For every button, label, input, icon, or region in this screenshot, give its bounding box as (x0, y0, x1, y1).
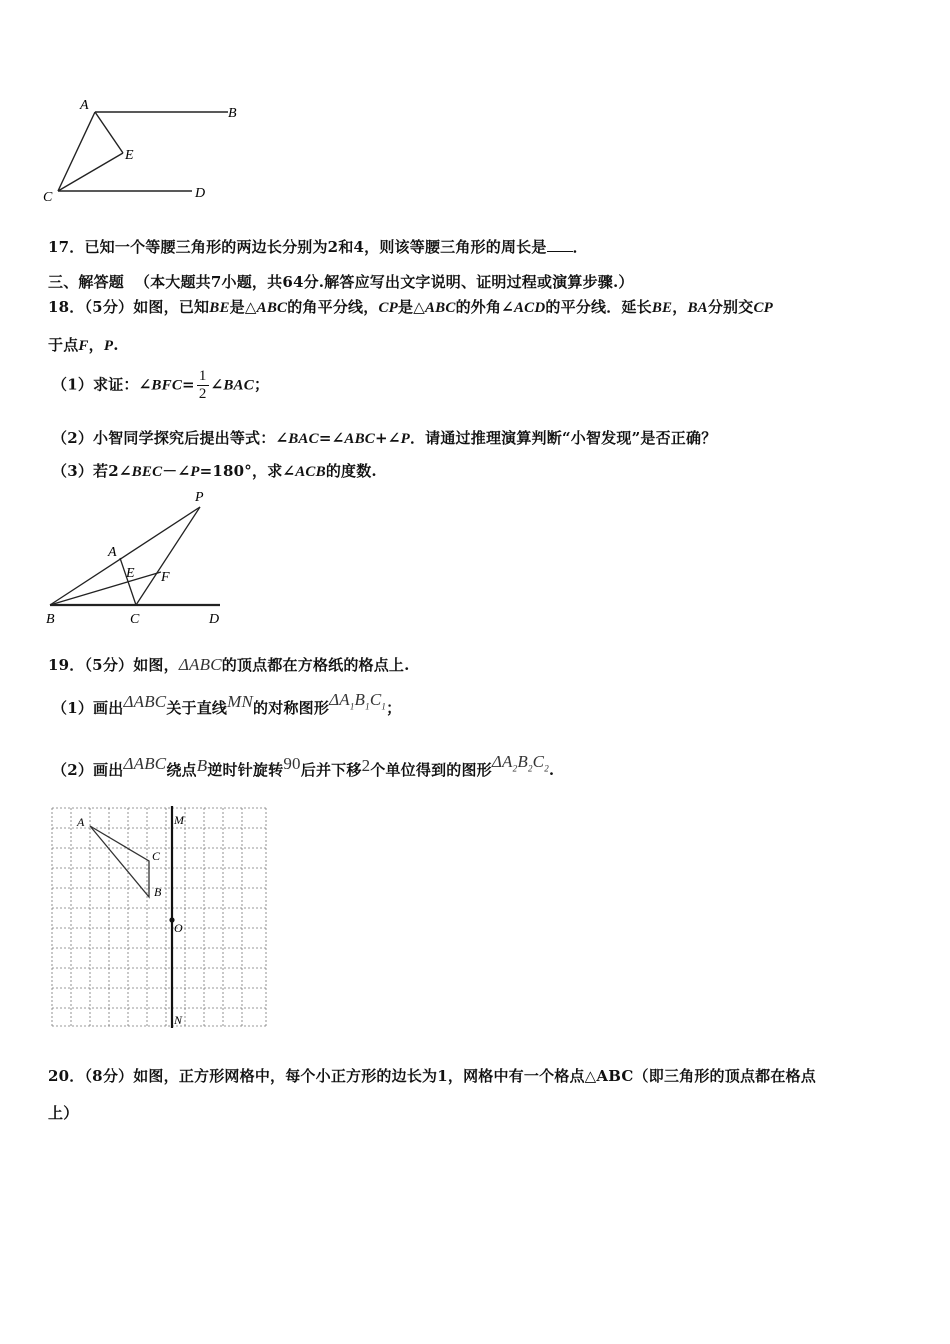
q19-p2-end: . (548, 761, 555, 779)
q18-cp2: CP (753, 300, 774, 316)
label-b: B (154, 885, 162, 899)
q19-p1-result-c: C (369, 690, 382, 709)
q18-score: （5分） (84, 298, 134, 316)
label-c: C (152, 849, 161, 863)
q18-abc2: ABC (424, 300, 456, 316)
q18-comma: ， (672, 298, 688, 316)
q19-p2-2: 2 (361, 756, 371, 775)
q19-p1-result (329, 690, 387, 712)
q17-end: ． (572, 238, 588, 256)
q18-p2-rest: ．请通过推理演算判断“小智发现”是否正确？ (409, 429, 717, 447)
label-e: E (126, 566, 135, 581)
q18-be: BE (209, 300, 230, 316)
q17-number: 17． (48, 238, 85, 256)
figure-parallel-lines (40, 95, 250, 210)
q19-p2-sub2: 2 (527, 763, 533, 774)
q18-p: P (103, 338, 114, 354)
q19-p2-result-c: C (532, 752, 545, 771)
q19-tri: ΔABC (178, 655, 222, 674)
q20-number: 20． (48, 1067, 85, 1085)
q18-abc: ABC (256, 300, 288, 316)
q18-p1-den: 2 (198, 386, 207, 402)
q18-p3-end: 的度数. (325, 462, 377, 480)
question-19-line1 (48, 654, 410, 675)
question-20-line1 (48, 1065, 816, 1086)
segment-bf (50, 572, 161, 605)
q19-p1-sub1: 1 (349, 701, 355, 712)
q18-line2-c: . (113, 336, 119, 354)
q18-p1-angle2: ∠ (210, 375, 224, 394)
q18-p2-plus: +∠ (375, 429, 401, 447)
q18-p1-angle1: ∠ (138, 375, 152, 394)
q19-p2-units: 个单位得到的图形 (370, 761, 492, 779)
q18-p2-abc: ABC (344, 431, 376, 447)
question-20-line2 (48, 1102, 78, 1123)
q18-is-tri2: 是△ (398, 298, 425, 316)
q18-angle-bisector: 的角平分线， (287, 298, 379, 316)
triangle-abc (90, 826, 149, 897)
label-o: O (174, 921, 183, 935)
section-3-title: 三、解答题 (48, 273, 125, 291)
question-17 (48, 236, 588, 257)
q17-answer-blank (547, 239, 573, 252)
segment-bp (50, 507, 200, 605)
q18-f: F (78, 338, 89, 354)
label-a: A (80, 98, 89, 113)
q18-line2-b: ， (88, 336, 104, 354)
q17-text: 已知一个等腰三角形的两边长分别为2和4，则该等腰三角形的周长是 (84, 238, 547, 256)
label-f: F (161, 570, 170, 585)
q18-p2-eq: =∠ (318, 429, 345, 447)
q19-score: （5分） (84, 656, 134, 674)
segment-ae (95, 112, 123, 153)
label-d: D (209, 612, 220, 627)
q19-p1-tri: ΔABC (123, 692, 167, 711)
q19-p2-move: 后并下移 (300, 761, 362, 779)
q19-p2-label: （2）画出 (52, 761, 124, 779)
q18-p2-label: （2）小智同学探究后提出等式：∠ (52, 429, 289, 447)
q18-p1-end: ； (253, 375, 270, 394)
q18-acd: ACD (513, 300, 546, 316)
label-a: A (108, 545, 117, 560)
label-c: C (130, 612, 140, 627)
label-e: E (125, 148, 134, 163)
q19-number: 19． (48, 656, 85, 674)
section-3-note: （本大题共7小题，共64分.解答应写出文字说明、证明过程或演算步骤.） (134, 273, 634, 291)
q19-p1-sub3: 1 (381, 701, 387, 712)
q19-p2-sub1: 2 (512, 763, 518, 774)
segment-cp (136, 507, 200, 605)
q19-p2-90: 90 (283, 754, 301, 773)
q18-ba: BA (687, 300, 708, 316)
q18-number: 18． (48, 298, 85, 316)
q18-is-tri: 是△ (229, 298, 257, 316)
q19-p1-mid: 关于直线 (166, 699, 228, 717)
segment-ac (58, 112, 95, 191)
q18-p1-label: （1）求证： (52, 375, 139, 394)
q19-p1-end: ； (386, 699, 402, 717)
q19-p2-result (491, 752, 549, 774)
q19-p1-label: （1）画出 (52, 699, 124, 717)
q19-intro: 如图， (133, 656, 179, 674)
q18-p1-bfc: BFC (151, 377, 183, 394)
q18-p3-bec: BEC (131, 464, 163, 480)
q18-be2: BE (651, 300, 673, 316)
q18-cp: CP (378, 300, 399, 316)
question-18-line1 (48, 296, 773, 317)
q18-intro: 如图，已知 (133, 298, 210, 316)
q18-p3-val: =180°，求∠ (199, 462, 296, 480)
q20-text: 如图，正方形网格中，每个小正方形的边长为1，网格中有一个格点△ABC（即三角形的顶点都在格点 (133, 1067, 816, 1085)
question-18-part1 (52, 368, 269, 403)
figure-q19-grid (50, 806, 272, 1030)
question-18-part3 (52, 460, 377, 481)
grid-lines (52, 808, 266, 1026)
q19-p2-rot: 逆时针旋转 (207, 761, 284, 779)
q20-score: （8分） (84, 1067, 134, 1085)
label-m: M (174, 813, 184, 827)
q19-p1-mid2: 的对称图形 (253, 699, 330, 717)
label-c: C (43, 190, 53, 205)
question-19-part1 (52, 690, 402, 719)
q19-p2-result-a: ΔA (491, 752, 513, 771)
q19-p2-b: B (196, 756, 208, 775)
label-d: D (195, 186, 206, 201)
label-n: N (174, 1013, 183, 1027)
q19-p1-sub2: 1 (365, 701, 370, 712)
q19-p2-tri: ΔABC (123, 754, 167, 773)
q18-p1-bac: BAC (223, 377, 254, 394)
question-18-line2 (48, 334, 119, 355)
fraction-one-half (197, 368, 209, 403)
q18-intersect: 分别交 (707, 298, 754, 316)
q18-p1-num: 1 (198, 368, 207, 384)
label-b: B (228, 106, 237, 121)
q18-p1-eq: = (182, 375, 195, 394)
q19-p2-result-b: B (517, 752, 528, 771)
label-b: B (46, 612, 55, 627)
q18-bisector-end: 的平分线．延长 (545, 298, 652, 316)
q19-p2-mid: 绕点 (166, 761, 197, 779)
q18-p3-p: P (190, 464, 200, 480)
q18-p2-p: P (400, 431, 410, 447)
figure-q18-triangle (40, 485, 240, 630)
q18-p3-label: （3）若2∠ (52, 462, 132, 480)
q18-line2-a: 于点 (48, 336, 79, 354)
q19-intro-end: 的顶点都在方格纸的格点上. (221, 656, 410, 674)
segment-ce (58, 153, 123, 191)
q19-p1-result-a: ΔA (329, 690, 350, 709)
q18-exterior: 的外角∠ (455, 298, 514, 316)
label-p: P (195, 490, 204, 505)
q18-p2-bac: BAC (288, 431, 319, 447)
q18-p3-minus: －∠ (162, 462, 191, 480)
q18-p3-acb: ACB (295, 464, 326, 480)
q19-p1-result-b: B (354, 690, 366, 709)
q19-p2-sub3: 2 (544, 763, 549, 774)
question-19-part2 (52, 752, 555, 781)
q19-p1-mn: MN (227, 692, 254, 711)
question-18-part2 (52, 427, 716, 448)
section-3-heading (48, 271, 634, 292)
q20-line2: 上） (48, 1104, 79, 1122)
label-a: A (77, 815, 85, 829)
